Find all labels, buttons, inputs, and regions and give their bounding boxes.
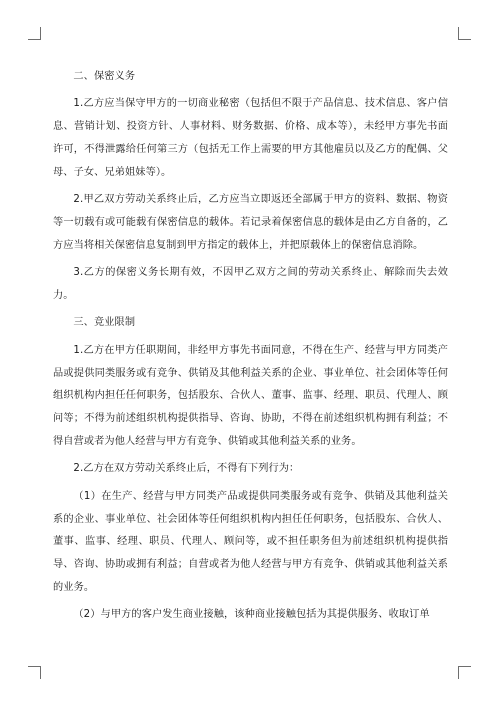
document-body bbox=[53, 66, 448, 627]
crop-mark-top-left bbox=[28, 27, 41, 40]
paragraph-confidentiality-3: 3.乙方的保密义务长期有效，不因甲乙双方之间的劳动关系终止、解除而失去效力。 bbox=[53, 267, 448, 301]
crop-mark-bottom-right bbox=[458, 666, 471, 679]
crop-mark-bottom-left bbox=[28, 666, 41, 679]
section-heading-noncompete: 三、竞业限制 bbox=[73, 317, 136, 329]
paragraph-confidentiality-1: 1.乙方应当保守甲方的一切商业秘密（包括但不限于产品信息、技术信息、客户信息、营销计划、投资方针、人事材料、财务数据、价格、成本等），未经甲方事先书面许可，不得泄露给任何第三方（包括无工作上需要的甲方其他雇员以及乙方的配偶、父母、子女、兄弟姐妹等）。 bbox=[53, 98, 448, 178]
paragraph-noncompete-1: 1.乙方在甲方任职期间，非经甲方事先书面同意，不得在生产、经营与甲方同类产品或提供同类服务或有竞争、供销及其他利益关系的企业、事业单位、社会团体等任何组织机构内担任任何职务，包括股东、合伙人、董事、监事、经理、职员、代理人、顾问等；不得为前述组织机构提供指导、咨询、协助，不得在前述组织机构拥有利益；不得自营或者为他人经营与甲方有竞争、供销或其他利益关系的业务。 bbox=[53, 344, 448, 447]
crop-mark-top-right bbox=[458, 27, 471, 40]
paragraph-noncompete-2-item-2: （2）与甲方的客户发生商业接触，该种商业接触包括为其提供服务、收取订单 bbox=[73, 609, 430, 621]
section-heading-confidentiality: 二、保密义务 bbox=[73, 71, 136, 82]
paragraph-confidentiality-2: 2.甲乙双方劳动关系终止后，乙方应当立即返还全部属于甲方的资料、数据、物资等一切载有或可能载有保密信息的载体。若记录着保密信息的载体是由乙方自备的，乙方应当将相关保密信息复制到甲方指定的载体上，并把原载体上的保密信息消除。 bbox=[53, 194, 448, 251]
paragraph-noncompete-2: 2.乙方在双方劳动关系终止后，不得有下列行为： bbox=[73, 463, 300, 475]
paragraph-noncompete-2-item-1: （1）在生产、经营与甲方同类产品或提供同类服务或有竞争、供销及其他利益关系的企业、事业单位、社会团体等任何组织机构内担任任何职务，包括股东、合伙人、董事、监事、经理、职员、代理人、顾问等，或不担任职务但为前述组织机构提供指导、咨询、协助或拥有利益；自营或者为他人经营与甲方有竞争、供销或其他利益关系的业务。 bbox=[53, 490, 448, 593]
